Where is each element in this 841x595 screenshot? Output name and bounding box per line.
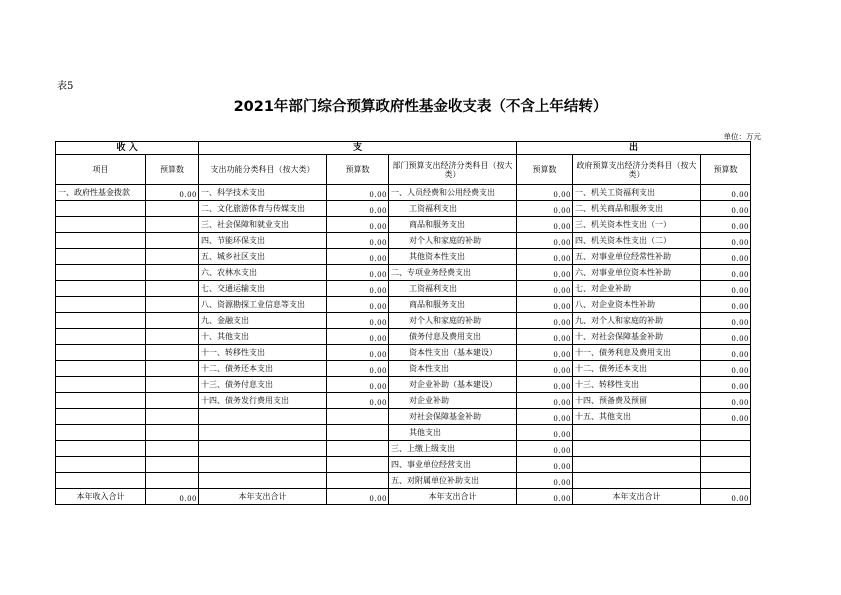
income-value-cell	[146, 265, 199, 281]
income-value-cell	[146, 441, 199, 457]
gov-value-cell: 0.00	[701, 217, 751, 233]
table-row	[56, 185, 751, 201]
func-item-cell: 九、金融支出	[199, 313, 327, 329]
func-item-cell: 四、节能环保支出	[199, 233, 327, 249]
total-dept-label: 本年支出合计	[389, 489, 517, 505]
func-item-cell: 六、农林水支出	[199, 265, 327, 281]
income-value-cell	[146, 345, 199, 361]
dept-value-cell: 0.00	[517, 329, 573, 345]
gov-value-cell: 0.00	[701, 313, 751, 329]
income-value-cell	[146, 313, 199, 329]
income-item-cell	[56, 377, 146, 393]
dept-item-cell: 债务付息及费用支出	[389, 329, 517, 345]
gov-item-cell: 四、机关资本性支出（二）	[573, 233, 701, 249]
table-row	[56, 361, 751, 377]
income-value-cell	[146, 233, 199, 249]
col-header-gov-econ: 政府预算支出经济分类科目（按大类）	[573, 155, 701, 185]
func-value-cell: 0.00	[327, 377, 389, 393]
gov-value-cell: 0.00	[701, 361, 751, 377]
income-item-cell	[56, 329, 146, 345]
income-item-cell	[56, 441, 146, 457]
table-row	[56, 393, 751, 409]
table-row	[56, 297, 751, 313]
gov-item-cell: 六、对事业单位资本性补助	[573, 265, 701, 281]
income-value-cell	[146, 297, 199, 313]
income-item-cell	[56, 249, 146, 265]
table-row	[56, 313, 751, 329]
func-value-cell	[327, 425, 389, 441]
total-dept-value: 0.00	[517, 489, 573, 505]
gov-value-cell: 0.00	[701, 233, 751, 249]
income-value-cell	[146, 409, 199, 425]
gov-item-cell	[573, 473, 701, 489]
expense-group-header-right: 出	[517, 142, 751, 155]
gov-item-cell: 十三、转移性支出	[573, 377, 701, 393]
income-item-cell	[56, 457, 146, 473]
total-func-value: 0.00	[327, 489, 389, 505]
dept-item-cell: 三、上缴上级支出	[389, 441, 517, 457]
func-value-cell: 0.00	[327, 217, 389, 233]
dept-value-cell: 0.00	[517, 249, 573, 265]
func-item-cell: 十三、债务付息支出	[199, 377, 327, 393]
dept-value-cell: 0.00	[517, 393, 573, 409]
gov-value-cell: 0.00	[701, 201, 751, 217]
func-item-cell: 二、文化旅游体育与传媒支出	[199, 201, 327, 217]
income-value-cell	[146, 217, 199, 233]
dept-value-cell: 0.00	[517, 217, 573, 233]
gov-item-cell: 十一、债务利息及费用支出	[573, 345, 701, 361]
gov-item-cell	[573, 441, 701, 457]
total-gov-value: 0.00	[701, 489, 751, 505]
gov-item-cell: 五、对事业单位经常性补助	[573, 249, 701, 265]
gov-value-cell	[701, 473, 751, 489]
func-value-cell: 0.00	[327, 361, 389, 377]
total-func-label: 本年支出合计	[199, 489, 327, 505]
gov-value-cell: 0.00	[701, 393, 751, 409]
dept-value-cell: 0.00	[517, 473, 573, 489]
income-item-cell	[56, 281, 146, 297]
total-income-value: 0.00	[146, 489, 199, 505]
gov-item-cell: 二、机关商品和服务支出	[573, 201, 701, 217]
income-item-cell	[56, 313, 146, 329]
table-row	[56, 281, 751, 297]
dept-value-cell: 0.00	[517, 297, 573, 313]
func-item-cell: 十一、转移性支出	[199, 345, 327, 361]
gov-value-cell: 0.00	[701, 329, 751, 345]
table-row	[56, 233, 751, 249]
func-value-cell: 0.00	[327, 281, 389, 297]
income-item-cell	[56, 473, 146, 489]
gov-item-cell	[573, 425, 701, 441]
dept-value-cell: 0.00	[517, 425, 573, 441]
func-value-cell: 0.00	[327, 265, 389, 281]
col-header-budget: 预算数	[517, 155, 573, 185]
expense-group-header-left: 支	[199, 142, 517, 155]
dept-value-cell: 0.00	[517, 409, 573, 425]
table-row	[56, 377, 751, 393]
income-item-cell: 一、政府性基金拨款	[56, 185, 146, 201]
gov-value-cell: 0.00	[701, 265, 751, 281]
func-value-cell: 0.00	[327, 345, 389, 361]
table-row	[56, 457, 751, 473]
gov-item-cell: 九、对个人和家庭的补助	[573, 313, 701, 329]
income-item-cell	[56, 345, 146, 361]
gov-item-cell: 十四、预备费及预留	[573, 393, 701, 409]
dept-item-cell: 对社会保障基金补助	[389, 409, 517, 425]
total-income-label: 本年收入合计	[56, 489, 146, 505]
dept-value-cell: 0.00	[517, 441, 573, 457]
gov-value-cell: 0.00	[701, 249, 751, 265]
income-item-cell	[56, 265, 146, 281]
table-row	[56, 329, 751, 345]
table-row	[56, 409, 751, 425]
func-item-cell: 五、城乡社区支出	[199, 249, 327, 265]
func-item-cell: 十四、债务发行费用支出	[199, 393, 327, 409]
gov-item-cell: 三、机关资本性支出（一）	[573, 217, 701, 233]
total-gov-label: 本年支出合计	[573, 489, 701, 505]
income-item-cell	[56, 425, 146, 441]
col-header-budget: 预算数	[701, 155, 751, 185]
dept-item-cell: 工资福利支出	[389, 281, 517, 297]
dept-item-cell: 其他支出	[389, 425, 517, 441]
dept-item-cell: 对企业补助（基本建设）	[389, 377, 517, 393]
table-row	[56, 441, 751, 457]
func-value-cell	[327, 457, 389, 473]
func-item-cell	[199, 457, 327, 473]
budget-table	[55, 141, 751, 505]
func-item-cell	[199, 409, 327, 425]
func-value-cell	[327, 409, 389, 425]
dept-value-cell: 0.00	[517, 265, 573, 281]
func-item-cell: 十、其他支出	[199, 329, 327, 345]
func-item-cell	[199, 441, 327, 457]
func-item-cell: 三、社会保障和就业支出	[199, 217, 327, 233]
func-item-cell	[199, 425, 327, 441]
income-value-cell	[146, 201, 199, 217]
gov-value-cell	[701, 441, 751, 457]
table-row	[56, 473, 751, 489]
dept-item-cell: 对个人和家庭的补助	[389, 313, 517, 329]
col-header-dept-econ: 部门预算支出经济分类科目（按大类）	[389, 155, 517, 185]
gov-value-cell: 0.00	[701, 185, 751, 201]
page-title: 2021年部门综合预算政府性基金收支表（不含上年结转）	[233, 99, 608, 115]
gov-item-cell: 一、机关工资福利支出	[573, 185, 701, 201]
income-item-cell	[56, 217, 146, 233]
dept-item-cell: 对个人和家庭的补助	[389, 233, 517, 249]
gov-item-cell	[573, 457, 701, 473]
gov-item-cell: 十二、债务还本支出	[573, 361, 701, 377]
gov-item-cell: 十五、其他支出	[573, 409, 701, 425]
dept-item-cell: 资本性支出	[389, 361, 517, 377]
func-item-cell	[199, 473, 327, 489]
income-value-cell	[146, 457, 199, 473]
totals-row	[56, 489, 751, 505]
gov-value-cell	[701, 425, 751, 441]
income-value-cell	[146, 377, 199, 393]
func-value-cell: 0.00	[327, 201, 389, 217]
dept-item-cell: 其他资本性支出	[389, 249, 517, 265]
dept-value-cell: 0.00	[517, 233, 573, 249]
func-item-cell: 八、资源勘探工业信息等支出	[199, 297, 327, 313]
income-item-cell	[56, 233, 146, 249]
dept-item-cell: 五、对附属单位补助支出	[389, 473, 517, 489]
income-value-cell	[146, 281, 199, 297]
col-header-item: 项目	[56, 155, 146, 185]
dept-item-cell: 商品和服务支出	[389, 297, 517, 313]
dept-item-cell: 二、专项业务经费支出	[389, 265, 517, 281]
table-row	[56, 217, 751, 233]
func-item-cell: 十二、债务还本支出	[199, 361, 327, 377]
dept-value-cell: 0.00	[517, 457, 573, 473]
income-value-cell	[146, 361, 199, 377]
func-value-cell: 0.00	[327, 297, 389, 313]
gov-item-cell: 七、对企业补助	[573, 281, 701, 297]
dept-value-cell: 0.00	[517, 201, 573, 217]
header-row-group	[56, 142, 751, 155]
func-value-cell: 0.00	[327, 329, 389, 345]
dept-value-cell: 0.00	[517, 361, 573, 377]
dept-item-cell: 工资福利支出	[389, 201, 517, 217]
income-item-cell	[56, 297, 146, 313]
func-value-cell: 0.00	[327, 313, 389, 329]
gov-value-cell: 0.00	[701, 281, 751, 297]
income-value-cell	[146, 393, 199, 409]
table-number: 表5	[57, 81, 74, 92]
income-value-cell	[146, 425, 199, 441]
dept-item-cell: 对企业补助	[389, 393, 517, 409]
income-item-cell	[56, 393, 146, 409]
func-value-cell: 0.00	[327, 249, 389, 265]
dept-item-cell: 一、人员经费和公用经费支出	[389, 185, 517, 201]
dept-value-cell: 0.00	[517, 345, 573, 361]
income-value-cell	[146, 249, 199, 265]
income-value-cell	[146, 329, 199, 345]
income-value-cell	[146, 473, 199, 489]
income-value-cell: 0.00	[146, 185, 199, 201]
table-row	[56, 201, 751, 217]
func-value-cell: 0.00	[327, 393, 389, 409]
gov-item-cell: 十、对社会保障基金补助	[573, 329, 701, 345]
table-row	[56, 345, 751, 361]
gov-value-cell: 0.00	[701, 409, 751, 425]
income-item-cell	[56, 409, 146, 425]
table-row	[56, 265, 751, 281]
gov-value-cell: 0.00	[701, 297, 751, 313]
table-row	[56, 425, 751, 441]
dept-value-cell: 0.00	[517, 377, 573, 393]
gov-value-cell	[701, 457, 751, 473]
col-header-budget: 预算数	[146, 155, 199, 185]
dept-item-cell: 资本性支出（基本建设）	[389, 345, 517, 361]
func-value-cell: 0.00	[327, 233, 389, 249]
func-item-cell: 一、科学技术支出	[199, 185, 327, 201]
func-value-cell	[327, 441, 389, 457]
income-group-header: 收 入	[56, 142, 199, 155]
income-item-cell	[56, 361, 146, 377]
dept-item-cell: 商品和服务支出	[389, 217, 517, 233]
gov-value-cell: 0.00	[701, 345, 751, 361]
gov-value-cell: 0.00	[701, 377, 751, 393]
dept-value-cell: 0.00	[517, 281, 573, 297]
func-item-cell: 七、交通运输支出	[199, 281, 327, 297]
col-header-func: 支出功能分类科目（按大类）	[199, 155, 327, 185]
table-row	[56, 249, 751, 265]
unit-label: 单位：万元	[723, 132, 761, 141]
header-row-columns	[56, 155, 751, 185]
func-value-cell: 0.00	[327, 185, 389, 201]
gov-item-cell: 八、对企业资本性补助	[573, 297, 701, 313]
income-item-cell	[56, 201, 146, 217]
func-value-cell	[327, 473, 389, 489]
dept-value-cell: 0.00	[517, 185, 573, 201]
col-header-budget: 预算数	[327, 155, 389, 185]
dept-value-cell: 0.00	[517, 313, 573, 329]
dept-item-cell: 四、事业单位经营支出	[389, 457, 517, 473]
